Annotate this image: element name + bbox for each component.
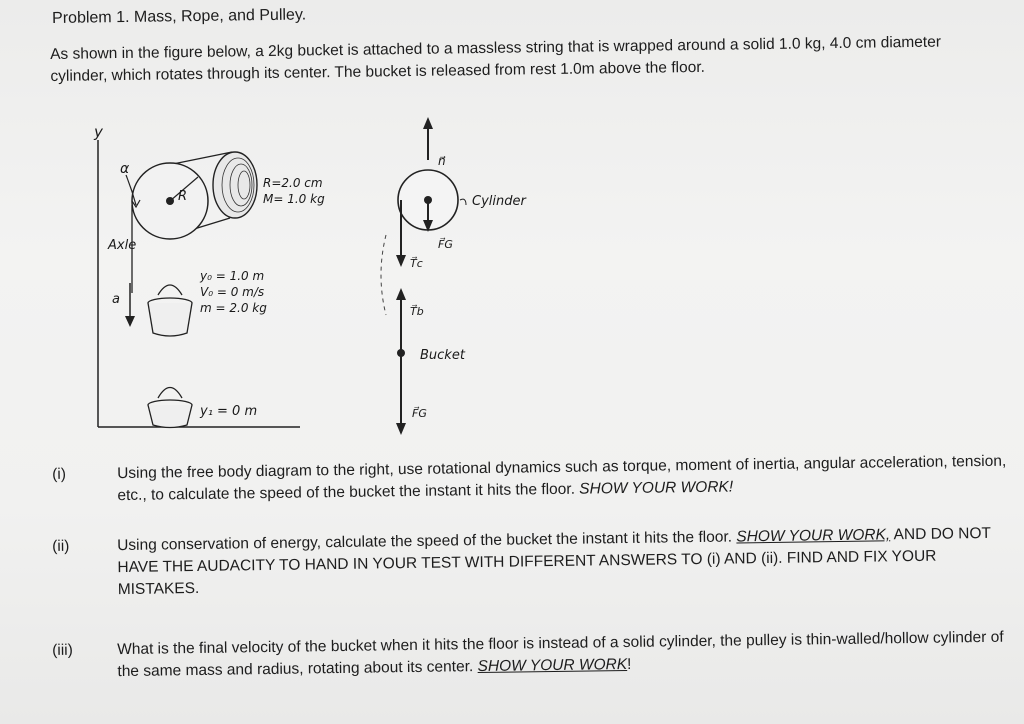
question-text: Using the free body diagram to the right, use rotational dynamics such as torque, moment of inertia, angular acceleration, tension, etc., to calculate the speed of the bucket the instant it hits the floor. [117,452,1007,505]
tc-label: T⃗c [410,257,423,270]
bucket-mass-value: m = 2.0 kg [200,301,267,315]
fg-bucket-label: F⃗G [412,407,427,420]
normal-label: n⃗ [438,154,446,168]
radius-label: R [178,189,188,204]
y1-value: y₁ = 0 m [200,404,258,419]
tb-label: T⃗b [410,305,424,318]
alpha-label: α [120,161,130,177]
question-emphasis: SHOW YOUR WORK! [579,478,734,498]
question-text: What is the final velocity of the bucket when it hits the floor is instead of a solid cylinder, the pulley is thin-walled/hollow cylinder of the same mass and radius, rotating about its center. [117,628,1004,681]
problem-title: Problem 1. Mass, Rope, and Pulley. [52,6,307,27]
question-tail: ! [626,655,632,673]
problem-intro: As shown in the figure below, a 2kg bucket is attached to a massless string that is wrapped around a solid 1.0 kg, 4.0 cm diameter cylinder, which rotates through its center. The bucket is released from rest 1.0m above the floor. [50,33,942,85]
cylinder-drawing [126,152,257,239]
question-warning: AND DO NOT HAVE THE AUDACITY TO HAND IN YOUR TEST WITH DIFFERENT ANSWERS TO (i) AND (ii). FIND AND FIX YOUR MISTAKES. [117,524,991,599]
question-2 [52,523,1002,599]
axle-label: Axle [108,238,137,253]
question-number: (i) [52,465,67,483]
pulley-diagram [80,115,560,445]
y-axis-label: y [94,123,103,141]
bucket-top [148,285,192,336]
cylinder-label: Cylinder [472,194,526,209]
mass-value: M= 1.0 kg [263,192,325,206]
y0-value: y₀ = 1.0 m [200,269,265,283]
question-emphasis: SHOW YOUR WORK, [736,526,891,546]
accel-label: a [112,292,120,307]
question-number: (ii) [52,537,70,555]
question-text: Using conservation of energy, calculate the speed of the bucket the instant it hits the floor. [117,528,733,555]
question-1 [52,451,1007,505]
fg-cylinder-label: F⃗G [438,238,453,251]
radius-value: R=2.0 cm [263,176,323,190]
bucket-bottom [148,388,192,428]
question-3 [52,627,1004,681]
question-number: (iii) [52,641,73,659]
v0-value: V₀ = 0 m/s [200,285,265,299]
bucket-label: Bucket [420,348,465,363]
question-emphasis: SHOW YOUR WORK [477,655,628,676]
